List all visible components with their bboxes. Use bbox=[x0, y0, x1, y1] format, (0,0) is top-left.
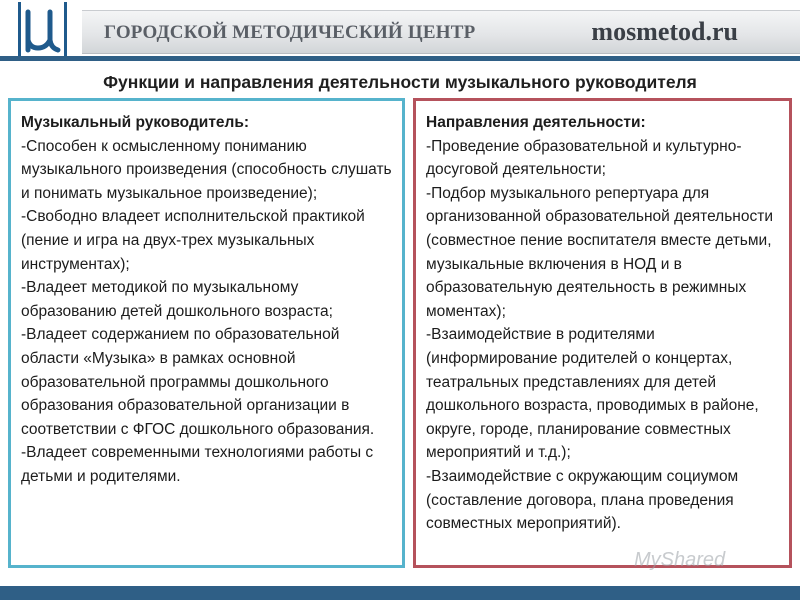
right-box-heading: Направления деятельности: bbox=[426, 114, 646, 131]
right-box bbox=[413, 98, 792, 568]
page-header bbox=[0, 0, 800, 62]
list-item: -Владеет современными технологиями работы с детьми и родителями. bbox=[21, 444, 374, 485]
list-item: -Взаимодействие в родителями (информирование родителей о концертах, театральных представлениях для детей дошкольного возраста, проводимых в районе, округе, городе, планирование совместных мероприятий и т.д.); bbox=[426, 326, 759, 462]
list-item: -Проведение образовательной и культурно-досуговой деятельности; bbox=[426, 137, 742, 179]
list-item: -Свободно владеет исполнительской практикой (пение и игра на двух-трех музыкальных инструментах); bbox=[21, 208, 365, 273]
site-link[interactable]: mosmetod.ru bbox=[591, 17, 738, 46]
list-item: -Взаимодействие с окружающим социумом (составление договора, плана проведения совместных мероприятий). bbox=[426, 467, 739, 533]
page-footer bbox=[0, 586, 800, 600]
left-box-heading: Музыкальный руководитель: bbox=[21, 114, 250, 131]
page-title: Функции и направления деятельности музыкального руководителя bbox=[103, 72, 697, 92]
mu-letter-logo-icon bbox=[6, 0, 78, 60]
center-name: ГОРОДСКОЙ МЕТОДИЧЕСКИЙ ЦЕНТР bbox=[104, 22, 476, 43]
header-stripe bbox=[0, 56, 800, 61]
list-item: -Подбор музыкального репертуара для организованной образовательной деятельности (совместное пение воспитателя вместе детьми, музыкальные включения в НОД и в образовательную деятельность в режимных моментах); bbox=[426, 184, 773, 320]
list-item: -Владеет методикой по музыкальному образованию детей дошкольного возраста; bbox=[21, 279, 333, 320]
list-item: -Способен к осмысленному пониманию музыкального произведения (способность слушать и понимать музыкальное произведение); bbox=[21, 137, 392, 202]
left-box bbox=[8, 98, 405, 568]
watermark-text: MyShared bbox=[634, 549, 726, 571]
myshared-logo-icon bbox=[628, 544, 778, 574]
list-item: -Владеет содержанием по образовательной области «Музыка» в рамках основной образовательной программы дошкольного образования образовательной организации в соответствии с ФГОС дошкольного образования. bbox=[21, 326, 375, 438]
